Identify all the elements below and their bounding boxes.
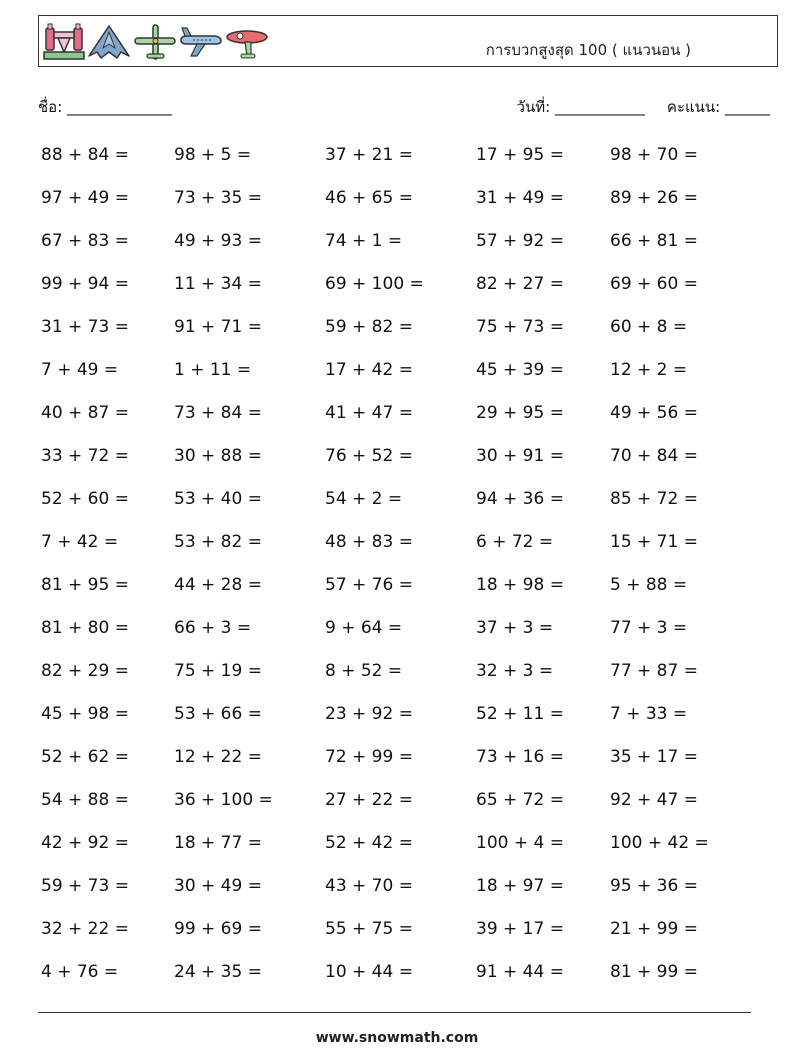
- problem-item: 85 + 72 =: [610, 488, 698, 509]
- problem-item: 32 + 3 =: [476, 660, 554, 681]
- problem-item: 88 + 84 =: [41, 144, 129, 165]
- problem-item: 73 + 16 =: [476, 746, 564, 767]
- problem-item: 81 + 99 =: [610, 961, 698, 982]
- problem-item: 39 + 17 =: [476, 918, 564, 939]
- problem-item: 36 + 100 =: [174, 789, 273, 810]
- problem-item: 97 + 49 =: [41, 187, 129, 208]
- problem-row: [41, 305, 761, 348]
- problem-item: 31 + 73 =: [41, 316, 129, 337]
- problem-item: 55 + 75 =: [325, 918, 413, 939]
- header-box: [38, 15, 778, 67]
- problem-item: 30 + 49 =: [174, 875, 262, 896]
- problem-item: 40 + 87 =: [41, 402, 129, 423]
- problem-item: 49 + 93 =: [174, 230, 262, 251]
- problem-item: 91 + 71 =: [174, 316, 262, 337]
- problem-item: 73 + 84 =: [174, 402, 262, 423]
- header-icons: [43, 20, 271, 64]
- problem-row: [41, 176, 761, 219]
- problem-item: 9 + 64 =: [325, 617, 403, 638]
- problem-item: 72 + 99 =: [325, 746, 413, 767]
- stealth-bomber-icon: [87, 22, 131, 62]
- problem-item: 12 + 22 =: [174, 746, 262, 767]
- problem-row: [41, 219, 761, 262]
- problem-row: [41, 348, 761, 391]
- problem-item: 57 + 76 =: [325, 574, 413, 595]
- problem-item: 5 + 88 =: [610, 574, 688, 595]
- problem-item: 37 + 21 =: [325, 144, 413, 165]
- problem-row: [41, 391, 761, 434]
- problem-item: 69 + 100 =: [325, 273, 424, 294]
- problem-item: 54 + 88 =: [41, 789, 129, 810]
- problem-row: [41, 262, 761, 305]
- problem-item: 17 + 95 =: [476, 144, 564, 165]
- problem-item: 1 + 11 =: [174, 359, 252, 380]
- problem-item: 100 + 4 =: [476, 832, 564, 853]
- problem-item: 66 + 81 =: [610, 230, 698, 251]
- problem-item: 30 + 91 =: [476, 445, 564, 466]
- problem-item: 32 + 22 =: [41, 918, 129, 939]
- problem-item: 49 + 56 =: [610, 402, 698, 423]
- problem-item: 11 + 34 =: [174, 273, 262, 294]
- problem-item: 69 + 60 =: [610, 273, 698, 294]
- problem-item: 21 + 99 =: [610, 918, 698, 939]
- problem-item: 17 + 42 =: [325, 359, 413, 380]
- problem-item: 59 + 73 =: [41, 875, 129, 896]
- propeller-plane-icon: [133, 22, 177, 62]
- problem-item: 6 + 72 =: [476, 531, 554, 552]
- problem-row: [41, 434, 761, 477]
- problem-item: 12 + 2 =: [610, 359, 688, 380]
- problem-item: 45 + 98 =: [41, 703, 129, 724]
- problem-item: 44 + 28 =: [174, 574, 262, 595]
- airliner-icon: [179, 22, 223, 62]
- problem-item: 45 + 39 =: [476, 359, 564, 380]
- problem-item: 53 + 82 =: [174, 531, 262, 552]
- problem-item: 52 + 11 =: [476, 703, 564, 724]
- problem-item: 27 + 22 =: [325, 789, 413, 810]
- problem-item: 99 + 94 =: [41, 273, 129, 294]
- problem-row: [41, 735, 761, 778]
- problem-item: 59 + 82 =: [325, 316, 413, 337]
- problem-item: 52 + 62 =: [41, 746, 129, 767]
- red-plane-icon: [225, 22, 269, 62]
- problem-row: [41, 649, 761, 692]
- problem-item: 24 + 35 =: [174, 961, 262, 982]
- jet-pack-icon: [43, 22, 85, 62]
- problem-row: [41, 133, 761, 176]
- problem-item: 52 + 60 =: [41, 488, 129, 509]
- problem-row: [41, 606, 761, 649]
- problem-item: 18 + 98 =: [476, 574, 564, 595]
- problem-item: 67 + 83 =: [41, 230, 129, 251]
- date-field-label: วันที่: ____________: [516, 98, 645, 116]
- problem-item: 18 + 77 =: [174, 832, 262, 853]
- problem-row: [41, 778, 761, 821]
- problem-item: 10 + 44 =: [325, 961, 413, 982]
- problem-item: 15 + 71 =: [610, 531, 698, 552]
- problem-item: 43 + 70 =: [325, 875, 413, 896]
- problem-row: [41, 864, 761, 907]
- problem-item: 8 + 52 =: [325, 660, 403, 681]
- footer-divider: [38, 1012, 751, 1013]
- score-field-label: คะแนน: ______: [666, 98, 770, 116]
- problem-item: 35 + 17 =: [610, 746, 698, 767]
- problem-item: 82 + 27 =: [476, 273, 564, 294]
- page-title: การบวกสูงสุด 100 ( แนวนอน ): [485, 41, 691, 59]
- problem-item: 57 + 92 =: [476, 230, 564, 251]
- problem-item: 92 + 47 =: [610, 789, 698, 810]
- footer-url: www.snowmath.com: [315, 1030, 479, 1046]
- problem-item: 81 + 80 =: [41, 617, 129, 638]
- problem-row: [41, 477, 761, 520]
- name-field-label: ชื่อ: ______________: [38, 98, 173, 116]
- problem-item: 7 + 49 =: [41, 359, 119, 380]
- problem-item: 94 + 36 =: [476, 488, 564, 509]
- problem-item: 30 + 88 =: [174, 445, 262, 466]
- problem-item: 74 + 1 =: [325, 230, 403, 251]
- problem-item: 77 + 87 =: [610, 660, 698, 681]
- problem-item: 54 + 2 =: [325, 488, 403, 509]
- problem-item: 98 + 70 =: [610, 144, 698, 165]
- problem-item: 66 + 3 =: [174, 617, 252, 638]
- problem-item: 4 + 76 =: [41, 961, 119, 982]
- problem-item: 65 + 72 =: [476, 789, 564, 810]
- problem-item: 7 + 33 =: [610, 703, 688, 724]
- problem-item: 60 + 8 =: [610, 316, 688, 337]
- problem-item: 23 + 92 =: [325, 703, 413, 724]
- problem-item: 75 + 73 =: [476, 316, 564, 337]
- problem-item: 48 + 83 =: [325, 531, 413, 552]
- problem-item: 95 + 36 =: [610, 875, 698, 896]
- problem-item: 42 + 92 =: [41, 832, 129, 853]
- meta-right: [517, 95, 770, 119]
- problem-item: 41 + 47 =: [325, 402, 413, 423]
- problem-row: [41, 950, 761, 993]
- problem-item: 89 + 26 =: [610, 187, 698, 208]
- problem-grid: [41, 133, 761, 993]
- problem-item: 100 + 42 =: [610, 832, 709, 853]
- problem-item: 81 + 95 =: [41, 574, 129, 595]
- problem-item: 99 + 69 =: [174, 918, 262, 939]
- problem-item: 53 + 66 =: [174, 703, 262, 724]
- problem-row: [41, 907, 761, 950]
- problem-item: 52 + 42 =: [325, 832, 413, 853]
- problem-item: 18 + 97 =: [476, 875, 564, 896]
- problem-item: 46 + 65 =: [325, 187, 413, 208]
- problem-row: [41, 821, 761, 864]
- problem-item: 73 + 35 =: [174, 187, 262, 208]
- problem-item: 77 + 3 =: [610, 617, 688, 638]
- problem-item: 29 + 95 =: [476, 402, 564, 423]
- problem-item: 53 + 40 =: [174, 488, 262, 509]
- problem-item: 31 + 49 =: [476, 187, 564, 208]
- problem-item: 7 + 42 =: [41, 531, 119, 552]
- problem-item: 75 + 19 =: [174, 660, 262, 681]
- problem-item: 76 + 52 =: [325, 445, 413, 466]
- problem-item: 91 + 44 =: [476, 961, 564, 982]
- problem-row: [41, 563, 761, 606]
- problem-row: [41, 520, 761, 563]
- problem-item: 70 + 84 =: [610, 445, 698, 466]
- problem-item: 37 + 3 =: [476, 617, 554, 638]
- problem-item: 33 + 72 =: [41, 445, 129, 466]
- problem-item: 98 + 5 =: [174, 144, 252, 165]
- problem-item: 82 + 29 =: [41, 660, 129, 681]
- problem-row: [41, 692, 761, 735]
